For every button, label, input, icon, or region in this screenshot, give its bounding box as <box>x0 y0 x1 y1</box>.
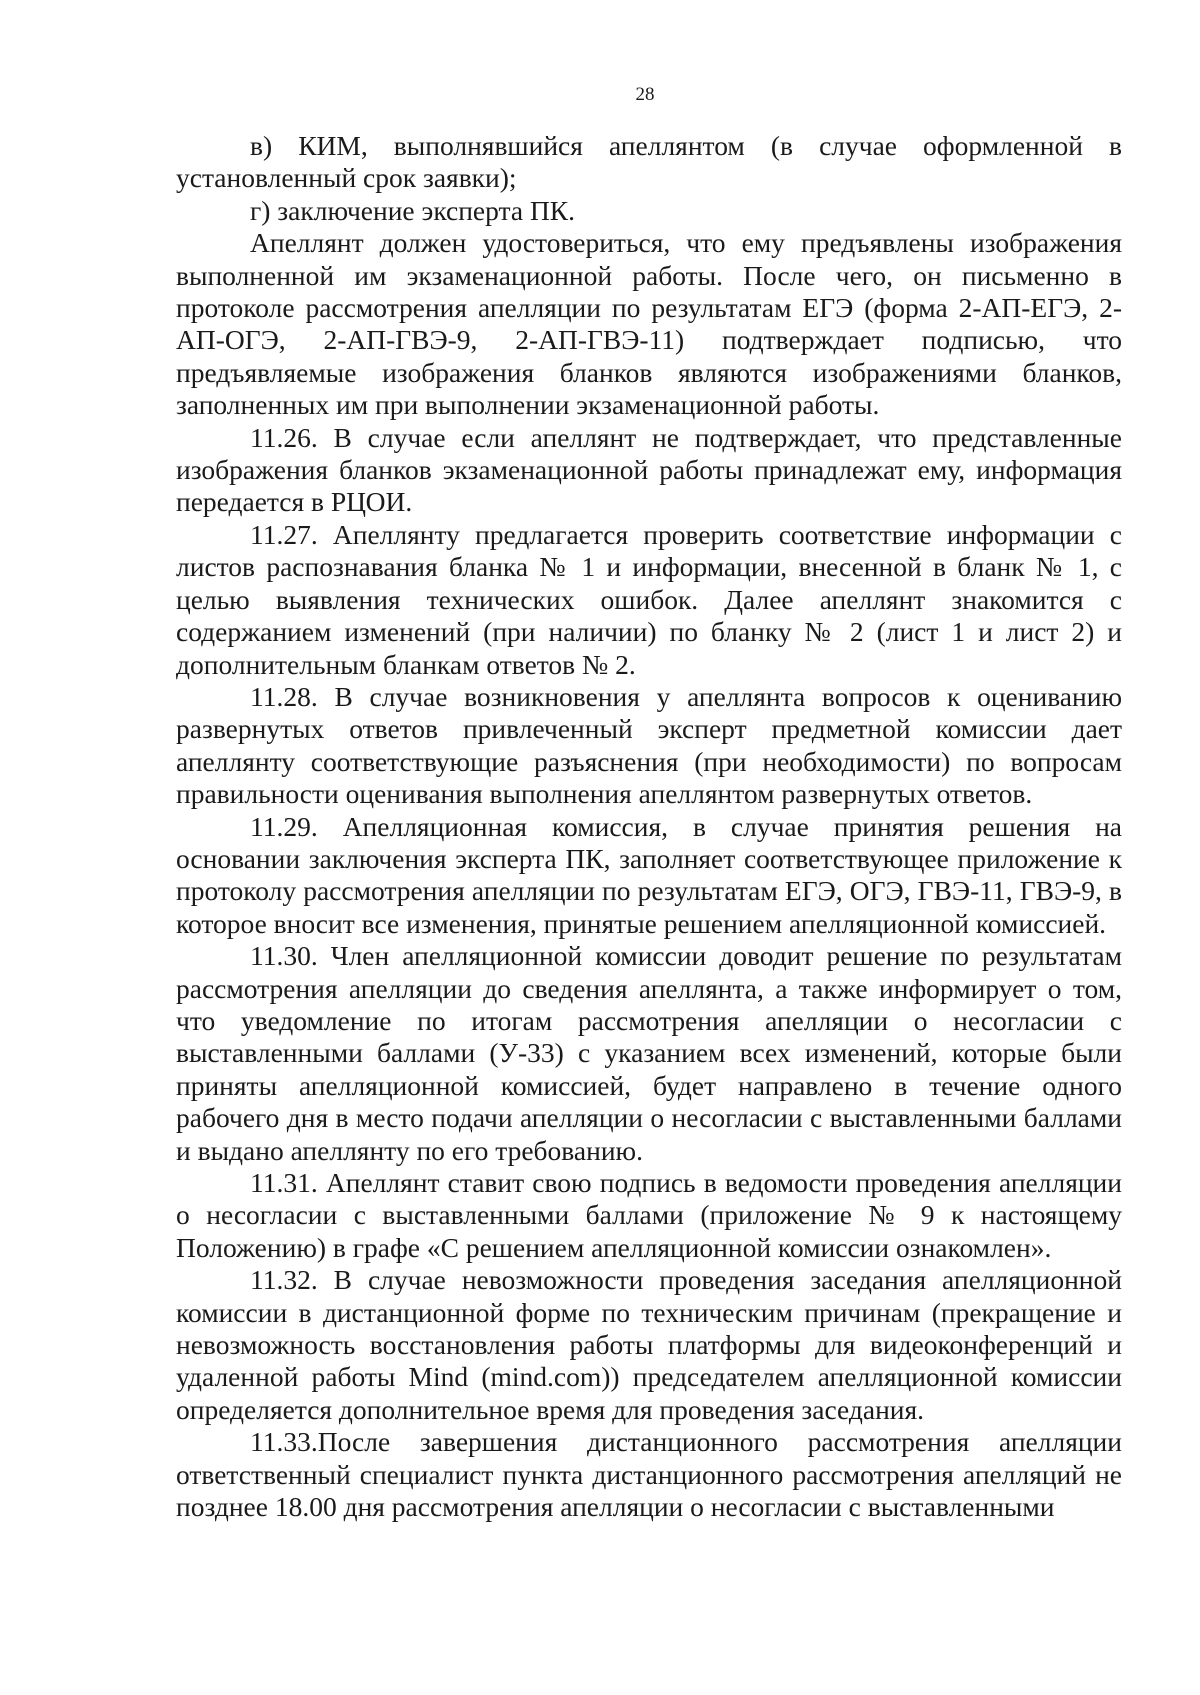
paragraph-11-31: 11.31. Апеллянт ставит свою подпись в ведомости проведения апелляции о несогласии с выставленными баллами (приложение № 9 к настоящему Положению) в графе «С решением апелляционной комиссии ознакомлен». <box>176 1167 1122 1263</box>
page-number: 28 <box>635 84 655 105</box>
paragraph-item-g: г) заключение эксперта ПК. <box>250 194 576 226</box>
paragraph-11-29: 11.29. Апелляционная комиссия, в случае принятия решения на основании заключения эксперта ПК, заполняет соответствующее приложение к протоколу рассмотрения апелляции по результатам ЕГЭ, ОГЭ, ГВЭ-11, ГВЭ-9, в которое вносит все изменения, принятые решением апелляционной комиссией. <box>176 810 1122 939</box>
paragraph-11-30: 11.30. Член апелляционной комиссии доводит решение по результатам рассмотрения апелляции до сведения апеллянта, а также информирует о том, что уведомление по итогам рассмотрения апелляции о несогласии с выставленными баллами (У-33) с указанием всех изменений, которые были приняты апелляционной комиссией, будет направлено в течение одного рабочего дня в место подачи апелляции о несогласии с выставленными баллами и выдано апеллянту по его требованию. <box>176 940 1122 1166</box>
paragraph-item-v: в) КИМ, выполнявшийся апеллянтом (в случае оформленной в установленный срок заявки); <box>176 130 1122 194</box>
paragraph-11-32: 11.32. В случае невозможности проведения заседания апелляционной комиссии в дистанционной форме по техническим причинам (прекращение и невозможность восстановления работы платформы для видеоконференций и удаленной работы Mind (mind.com)) председателем апелляционной комиссии определяется дополнительное время для проведения заседания. <box>176 1264 1122 1425</box>
document-body <box>176 130 1122 1523</box>
paragraph-11-28: 11.28. В случае возникновения у апеллянта вопросов к оцениванию развернутых ответов привлеченный эксперт предметной комиссии дает апеллянту соответствующие разъяснения (при необходимости) по вопросам правильности оценивания выполнения апеллянтом развернутых ответов. <box>176 680 1122 810</box>
paragraph-11-26: 11.26. В случае если апеллянт не подтверждает, что представленные изображения бланков экзаменационной работы принадлежат ему, информация передается в РЦОИ. <box>176 421 1122 518</box>
paragraph-11-33: 11.33.После завершения дистанционного рассмотрения апелляции ответственный специалист пункта дистанционного рассмотрения апелляций не позднее 18.00 дня рассмотрения апелляции о несогласии с выставленными <box>176 1426 1122 1523</box>
paragraph-appellant-verification: Апеллянт должен удостовериться, что ему предъявлены изображения выполненной им экзаменационной работы. После чего, он письменно в протоколе рассмотрения апелляции по результатам ЕГЭ (форма 2-АП-ЕГЭ, 2-АП-ОГЭ, 2-АП-ГВЭ-9, 2-АП-ГВЭ-11) подтверждает подписью, что предъявляемые изображения бланков являются изображениями бланков, заполненных им при выполнении экзаменационной работы. <box>176 227 1122 421</box>
paragraph-11-27: 11.27. Апеллянту предлагается проверить соответствие информации с листов распознавания бланка № 1 и информации, внесенной в бланк № 1, с целью выявления технических ошибок. Далее апеллянт знакомится с содержанием изменений (при наличии) по бланку № 2 (лист 1 и лист 2) и дополнительным бланкам ответов № 2. <box>176 518 1122 680</box>
